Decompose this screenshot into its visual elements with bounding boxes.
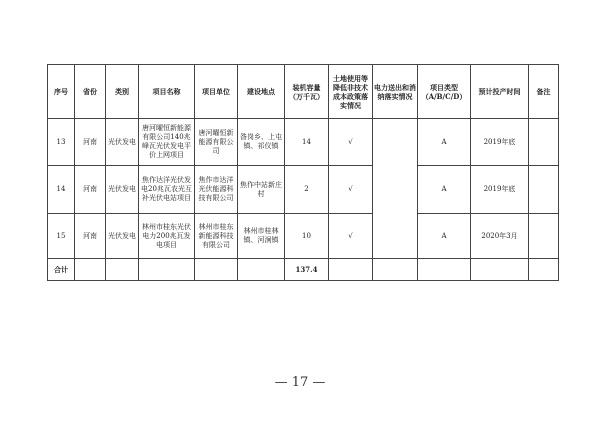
total-row [48, 259, 559, 281]
cell-type: A [418, 119, 471, 166]
cell-capacity: 10 [285, 214, 329, 259]
header-cell-location: 建设地点 [238, 65, 285, 119]
cell-category: 光伏发电 [106, 166, 139, 214]
cell-note [529, 166, 559, 214]
project-table [47, 64, 559, 281]
cell-name: 唐河曜恒新能源有限公司140兆峰瓦光伏发电平价上网项目 [139, 119, 195, 166]
header-cell-province: 省份 [75, 65, 106, 119]
total-empty-cell [471, 259, 529, 281]
table-row [48, 214, 559, 259]
page-number: — 17 — [274, 375, 326, 390]
header-cell-type: 项目类型（A/B/C/D） [418, 65, 471, 119]
cell-land: √ [329, 166, 373, 214]
total-empty-cell [106, 259, 139, 281]
header-cell-category: 类别 [106, 65, 139, 119]
cell-province: 河南 [75, 214, 106, 259]
cell-name: 焦作达洋光伏发电20兆瓦农光互补光伏电站项目 [139, 166, 195, 214]
cell-type: A [418, 214, 471, 259]
cell-category: 光伏发电 [106, 214, 139, 259]
table-row [48, 119, 559, 166]
cell-name: 林州市桂东光伏电力200兆瓦发电项目 [139, 214, 195, 259]
cell-time: 2020年3月 [471, 214, 529, 259]
cell-land: √ [329, 119, 373, 166]
cell-no: 13 [48, 119, 75, 166]
cell-power-merged [373, 119, 418, 259]
cell-land: √ [329, 214, 373, 259]
cell-capacity: 14 [285, 119, 329, 166]
cell-capacity: 2 [285, 166, 329, 214]
cell-category: 光伏发电 [106, 119, 139, 166]
cell-no: 15 [48, 214, 75, 259]
cell-province: 河南 [75, 166, 106, 214]
header-cell-land: 土地使用等降低非技术成本政策落实情况 [329, 65, 373, 119]
header-cell-time: 预计投产时间 [471, 65, 529, 119]
table-row [48, 166, 559, 214]
cell-location: 昝岗乡、上屯镇、祁仪镇 [238, 119, 285, 166]
total-empty-cell [75, 259, 106, 281]
header-cell-capacity: 装机容量（万千瓦） [285, 65, 329, 119]
header-cell-name: 项目名称 [139, 65, 195, 119]
cell-unit: 焦作市达洋光伏能源科技有限公司 [195, 166, 238, 214]
total-empty-cell [238, 259, 285, 281]
header-cell-no: 序号 [48, 65, 75, 119]
cell-province: 河南 [75, 119, 106, 166]
total-empty-cell [418, 259, 471, 281]
cell-note [529, 119, 559, 166]
total-capacity: 137.4 [285, 259, 329, 281]
header-cell-power: 电力送出和消纳落实情况 [373, 65, 418, 119]
cell-unit: 林州市桂东新能源科技有限公司 [195, 214, 238, 259]
cell-type: A [418, 166, 471, 214]
total-empty-cell [329, 259, 373, 281]
total-empty-cell [195, 259, 238, 281]
cell-location: 焦作中站新庄村 [238, 166, 285, 214]
header-cell-note: 备注 [529, 65, 559, 119]
total-empty-cell [139, 259, 195, 281]
total-empty-cell [529, 259, 559, 281]
header-row [48, 65, 559, 119]
total-empty-cell [373, 259, 418, 281]
cell-unit: 唐河曜恒新能源有限公司 [195, 119, 238, 166]
cell-time: 2019年底 [471, 166, 529, 214]
total-label: 合计 [48, 259, 75, 281]
cell-no: 14 [48, 166, 75, 214]
cell-note [529, 214, 559, 259]
cell-time: 2019年底 [471, 119, 529, 166]
cell-location: 林州市桂林镇、河涧镇 [238, 214, 285, 259]
header-cell-unit: 项目单位 [195, 65, 238, 119]
